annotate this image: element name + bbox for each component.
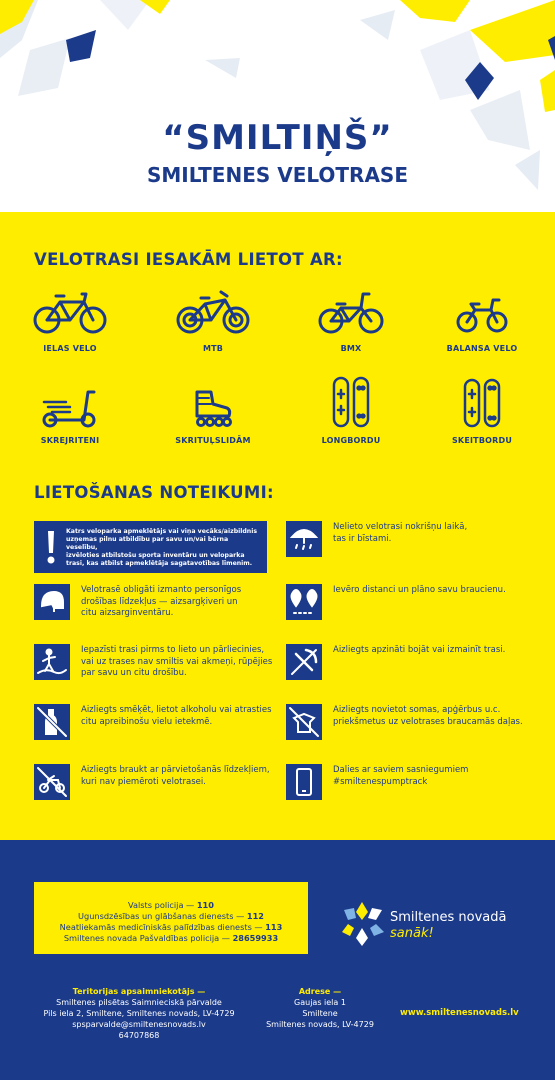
rule-keep-distance <box>286 584 536 624</box>
emergency-line: Smiltenes novada Pašvaldības policija — 28659933 <box>63 933 279 943</box>
vehicle-label: SKEITBORDU <box>451 436 513 445</box>
vehicle-bmx <box>291 288 411 353</box>
vehicle-mtb <box>153 288 273 353</box>
warning-text: Katrs veloparka apmeklētājs vai viņa vecāks/aizbildnis uzņemas pilnu atbildību par savu un/vai bērna veselību, izvēloties atbilstošu sporta inventāru un veloparka trasi, kas atbilst apmeklētāja sagatavotības līmenim. <box>66 528 257 567</box>
brand-logo <box>340 898 540 954</box>
bmx-bike-icon <box>317 288 385 336</box>
rule-text: Velotrasē obligāti izmanto personīgos drošības līdzekļus — aizsargķiveri un citu aizsarginventāru. <box>81 585 242 618</box>
address-line: Smiltenes novads, LV-4729 <box>266 1020 374 1029</box>
no-digging-icon <box>286 644 322 680</box>
distance-pins-icon <box>286 584 322 620</box>
smartphone-icon <box>286 764 322 800</box>
rule-text: Iepazīsti trasi pirms to lieto un pārliecinies, vai uz trases nav smiltis vai akmeņi, rūpējies par savu un citu drošību. <box>81 645 273 678</box>
skateboard-icon <box>462 378 502 428</box>
rule-no-damage <box>286 644 536 684</box>
rule-no-motor-vehicles <box>34 764 294 804</box>
warning-box <box>34 521 267 573</box>
address-heading: Adrese — <box>298 987 342 996</box>
city-bike-icon <box>32 288 108 336</box>
rule-text: Dalies ar saviem sasniegumiem #smiltenespumptrack <box>333 765 469 787</box>
vehicle-skateboard <box>422 378 542 445</box>
info-section <box>0 212 555 840</box>
rule-text: Aizliegts apzināti bojāt vai izmainīt trasi. <box>333 645 506 655</box>
balance-bike-icon <box>455 288 509 336</box>
manager-email[interactable]: spsparvalde@smiltenesnovads.lv <box>72 1020 206 1029</box>
helmet-icon <box>34 584 70 620</box>
vehicle-label: SKREJRITENI <box>40 436 100 445</box>
header <box>0 0 555 212</box>
manager-line: Pils iela 2, Smiltene, Smiltenes novads, LV-4729 <box>43 1009 235 1018</box>
address-info <box>258 986 382 1030</box>
vehicle-inline-skates <box>153 388 273 445</box>
scooter-icon <box>40 388 100 428</box>
emergency-numbers <box>34 882 308 954</box>
rule-share-achievements <box>286 764 536 804</box>
vehicle-label: MTB <box>202 344 224 353</box>
page-subtitle: SMILTENES VELOTRASE <box>146 163 408 187</box>
vehicle-balance-bike <box>422 288 542 353</box>
inspect-track-icon <box>34 644 70 680</box>
rule-inspect-track <box>34 644 294 684</box>
vehicle-label: BALANSA VELO <box>446 344 518 353</box>
rule-helmet <box>34 584 284 624</box>
rule-text: Aizliegts smēķēt, lietot alkoholu vai atrasties citu apreibinošu vielu ietekmē. <box>81 705 272 727</box>
rule-text: Aizliegts novietot somas, apģērbus u.c. priekšmetus uz velotrases braucamās daļas. <box>333 705 523 727</box>
address-line: Smiltene <box>302 1009 338 1018</box>
no-objects-icon <box>286 704 322 740</box>
emergency-line: Valsts policija — 110 <box>128 900 214 910</box>
manager-line: Smiltenes pilsētas Saimnieciskā pārvalde <box>56 998 222 1007</box>
emergency-line: Ugunsdzēsības un glābšanas dienests — 112 <box>78 911 264 921</box>
no-alcohol-icon <box>34 704 70 740</box>
exclamation-icon <box>44 529 58 565</box>
vehicle-city-bike <box>10 288 130 353</box>
mountain-bike-icon <box>175 288 251 336</box>
vehicle-label: IELAS VELO <box>43 344 97 353</box>
inline-skate-icon <box>191 388 235 428</box>
manager-phone: 64707868 <box>118 1031 160 1040</box>
rule-text: Nelieto velotrasi nokrišņu laikā, tas ir bīstami. <box>333 522 468 544</box>
vehicles-heading: VELOTRASI IESAKĀM LIETOT AR: <box>34 250 343 269</box>
rule-text: Ievēro distanci un plāno savu braucienu. <box>333 585 506 595</box>
rule-no-rain <box>286 521 536 561</box>
rule-no-objects <box>286 704 546 744</box>
address-line: Gaujas iela 1 <box>294 998 346 1007</box>
footer <box>0 840 555 1080</box>
vehicle-scooter <box>10 388 130 445</box>
rules-heading: LIETOŠANAS NOTEIKUMI: <box>34 483 274 502</box>
no-motor-vehicle-icon <box>34 764 70 800</box>
brand-name: Smiltenes novadā <box>390 910 507 925</box>
page-title: “SMILTIŅŠ” <box>162 118 393 158</box>
vehicle-label: BMX <box>340 344 362 353</box>
vehicle-label: SKRITUĻSLIDĀM <box>175 436 251 445</box>
brand-slogan: sanāk! <box>390 926 434 941</box>
vehicle-label: LONGBORDU <box>321 436 381 445</box>
vehicle-longboard <box>291 376 411 445</box>
website-link[interactable]: www.smiltenesnovads.lv <box>400 1008 519 1018</box>
manager-info <box>34 986 244 1041</box>
emergency-line: Neatliekamās medicīniskās palīdzības dienests — 113 <box>59 922 283 932</box>
manager-heading: Teritorijas apsaimniekotājs — <box>72 987 206 996</box>
rule-no-alcohol <box>34 704 294 744</box>
rule-text: Aizliegts braukt ar pārvietošanās līdzekļiem, kuri nav piemēroti velotrasei. <box>81 765 270 787</box>
longboard-icon <box>331 376 371 428</box>
snowflake-logo-icon <box>340 898 386 948</box>
rain-umbrella-icon <box>286 521 322 557</box>
